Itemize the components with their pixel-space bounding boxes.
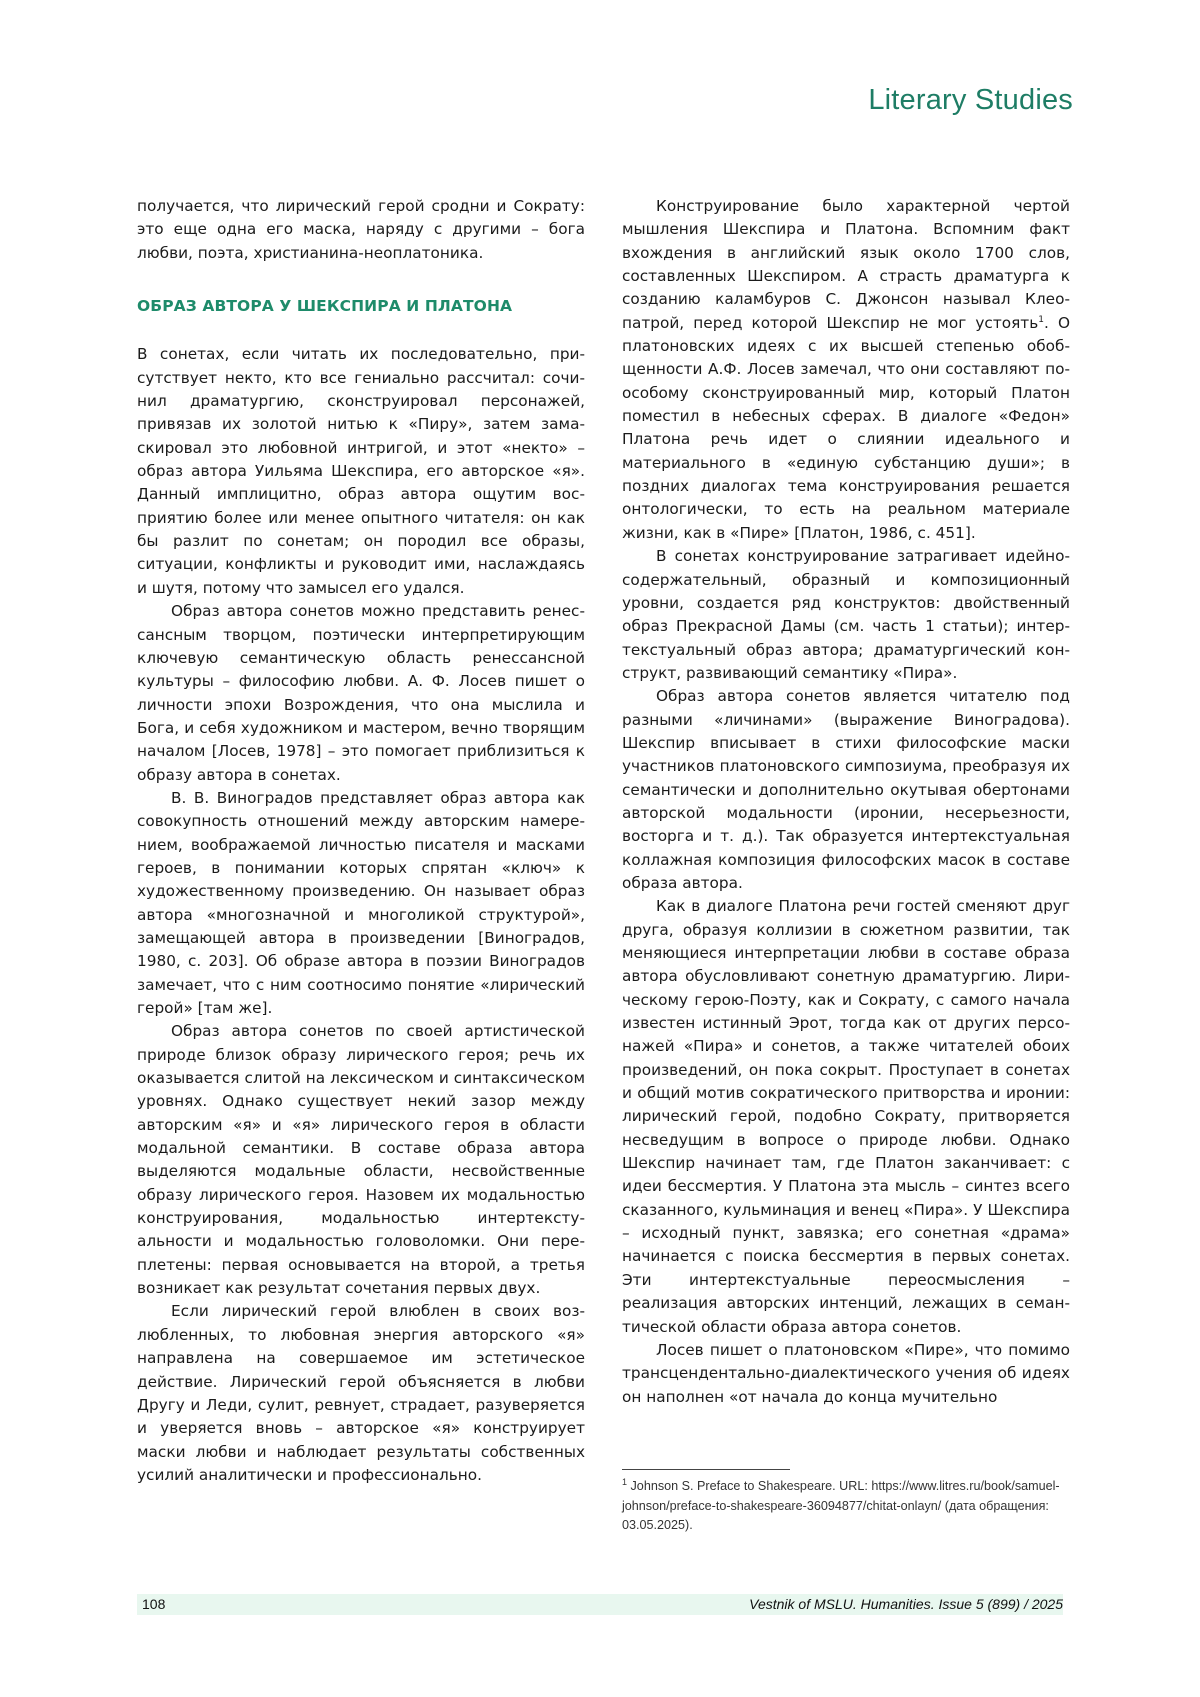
section-label: Literary Studies	[868, 84, 1073, 116]
paragraph-text: Конструирование было характерной чертой мышления Шекспира и Платона. Вспомним факт вхождения в английский язык около 1700 слов, составленных Шекспиром. А страсть драматурга к созданию каламбуров С. Джонсон называл Клеопатрой, перед которой Шекспир не мог устоять	[622, 197, 1070, 332]
section-heading: ОБРАЗ АВТОРА У ШЕКСПИРА И ПЛАТОНА	[137, 297, 513, 316]
footnote	[622, 1477, 1070, 1536]
body-paragraph: Если лирический герой влюблен в своих возлюбленных, то любовная энергия авторского «я» направлена на совершаемое им эстетическое действие. Лирический герой объясняется в любви Другу и Леди, сулит, ревнует, страдает, разуверяется и уверяется вновь – авторское «я» конструирует маски любви и наблюдает результаты собственных усилий аналитически и профессионально.	[137, 1302, 585, 1484]
body-paragraph: Образ автора сонетов по своей артистической природе близок образу лирического героя; речь их оказывается слитой на лексическом и синтаксическом уровнях. Однако существует некий зазор между авторским «я» и «я» лирического героя в области модальной семантики. В составе образа автора выделяются модальные области, несвойственные образу лирического героя. Назовем их модальностью конструирования, модальностью интертекстуальности и модальностью головоломки. Они переплетены: первая основывается на второй, а третья возникает как результат сочетания первых двух.	[137, 1022, 585, 1298]
journal-title: Vestnik of MSLU. Humanities. Issue 5 (899) / 2025	[749, 1596, 1063, 1612]
page-number: 108	[142, 1596, 166, 1612]
right-column	[622, 195, 1070, 1409]
footnote-divider	[622, 1469, 790, 1470]
intro-paragraph: получается, что лирический герой сродни и Сократу: это еще одна его маска, наряду с другими – бога любви, поэта, христианина-неоплатоника.	[137, 197, 585, 262]
body-paragraph	[622, 195, 1070, 545]
body-paragraph: Как в диалоге Платона речи гостей сменяют друг друга, образуя коллизии в сюжетном развитии, так меняющиеся интерпретации любви в составе образа автора обусловливают сонетную драматургию. Лирическому герою-Поэту, как и Сократу, с самого начала известен истинный Эрот, тогда как от других персонажей «Пира» и сонетов, а также читателей обоих произведений, он пока сокрыт. Проступает в сонетах и общий мотив сократического притворства и иронии: лирический герой, подобно Сократу, притворяется несведущим в вопросе о природе любви. Однако Шекспир начинает там, где Платон заканчивает: с идеи бессмертия. У Платона эта мысль – синтез всего сказанного, кульминация и венец «Пира». У Шекспира – исходный пункт, завязка; его сонетная «драма» начинается с поиска бессмертия в первых сонетах. Эти интертекстуальные переосмысления – реализация авторских интенций, лежащих в семантической области образа автора сонетов.	[622, 897, 1070, 1336]
body-paragraph: В сонетах, если читать их последовательно, присутствует некто, кто все гениально рассчитал: сочинил драматургию, сконструировал персонажей, привязав их золотой нитью к «Пиру», затем замаскировал это любовной интригой, и этот «некто» – образ автора Уильяма Шекспира, его авторское «я». Данный имплицитно, образ автора ощутим восприятию более или менее опытного читателя: он как бы разлит по сонетам; он породил все образы, ситуации, конфликты и руководит ими, наслаждаясь и шутя, потому что замысел его удался.	[137, 345, 585, 597]
body-paragraph: Образ автора сонетов является читателю под разными «личинами» (выражение Виноградова). Шекспир вписывает в стихи философские маски участников платоновского симпозиума, преобразуя их семантически и дополнительно окутывая обертонами авторской модальности (иронии, несерьезности, восторга и т. д.). Так образуется интертекстуальная коллажная композиция философских масок в составе образа автора.	[622, 687, 1070, 892]
body-paragraph: Лосев пишет о платоновском «Пире», что помимо трансцендентально-диалектического учения об идеях он наполнен «от начала до конца мучительно	[622, 1340, 1070, 1406]
left-column	[137, 195, 585, 1487]
paragraph-text: . О платоновских идеях с их высшей степенью обобщенности А.Ф. Лосев замечал, что они составляют по-особому сконструированный мир, который Платон поместил в небесных сферах. В диалоге «Федон» Платона речь идет о слиянии идеального и материального в «единую субстанцию души»; в поздних диалогах тема конструирования решается онтологически, то есть на реальном материале жизни, как в «Пире» [Платон, 1986, с. 451].	[622, 313, 1071, 542]
footnote-marker: 1	[622, 1476, 628, 1487]
body-paragraph: В сонетах конструирование затрагивает идейно-содержательный, образный и композиционный уровни, создается ряд конструктов: двойственный образ Прекрасной Дамы (см. часть 1 статьи); интертекстуальный образ автора; драматургический конструкт, развивающий семантику «Пира».	[622, 547, 1070, 682]
body-paragraph: В. В. Виноградов представляет образ автора как совокупность отношений между авторским намерением, воображаемой личностью писателя и масками героев, в понимании которых спрятан «ключ» к художественному произведению. Он называет образ автора «многозначной и многоликой структурой», замещающей автора в произведении [Виноградов, 1980, с. 203]. Об образе автора в поэзии Виноградов замечает, что с ним соотносимо понятие «лирический герой» [там же].	[137, 788, 585, 1017]
footnote-reference[interactable]: 1	[1038, 314, 1044, 325]
body-paragraph: Образ автора сонетов можно представить ренессансным творцом, поэтически интерпретирующим ключевую семантическую область ренессансной культуры – философию любви. А. Ф. Лосев пишет о личности эпохи Возрождения, что она мыслила и Бога, и себя художником и мастером, вечно творящим началом [Лосев, 1978] – это помогает приблизиться к образу автора в сонетах.	[137, 602, 585, 784]
footnote-text: Johnson S. Preface to Shakespeare. URL: https://www.litres.ru/book/samuel-johnson/preface-to-shakespeare-36094877/chitat-onlayn/ (дата обращения: 03.05.2025).	[622, 1479, 1060, 1532]
